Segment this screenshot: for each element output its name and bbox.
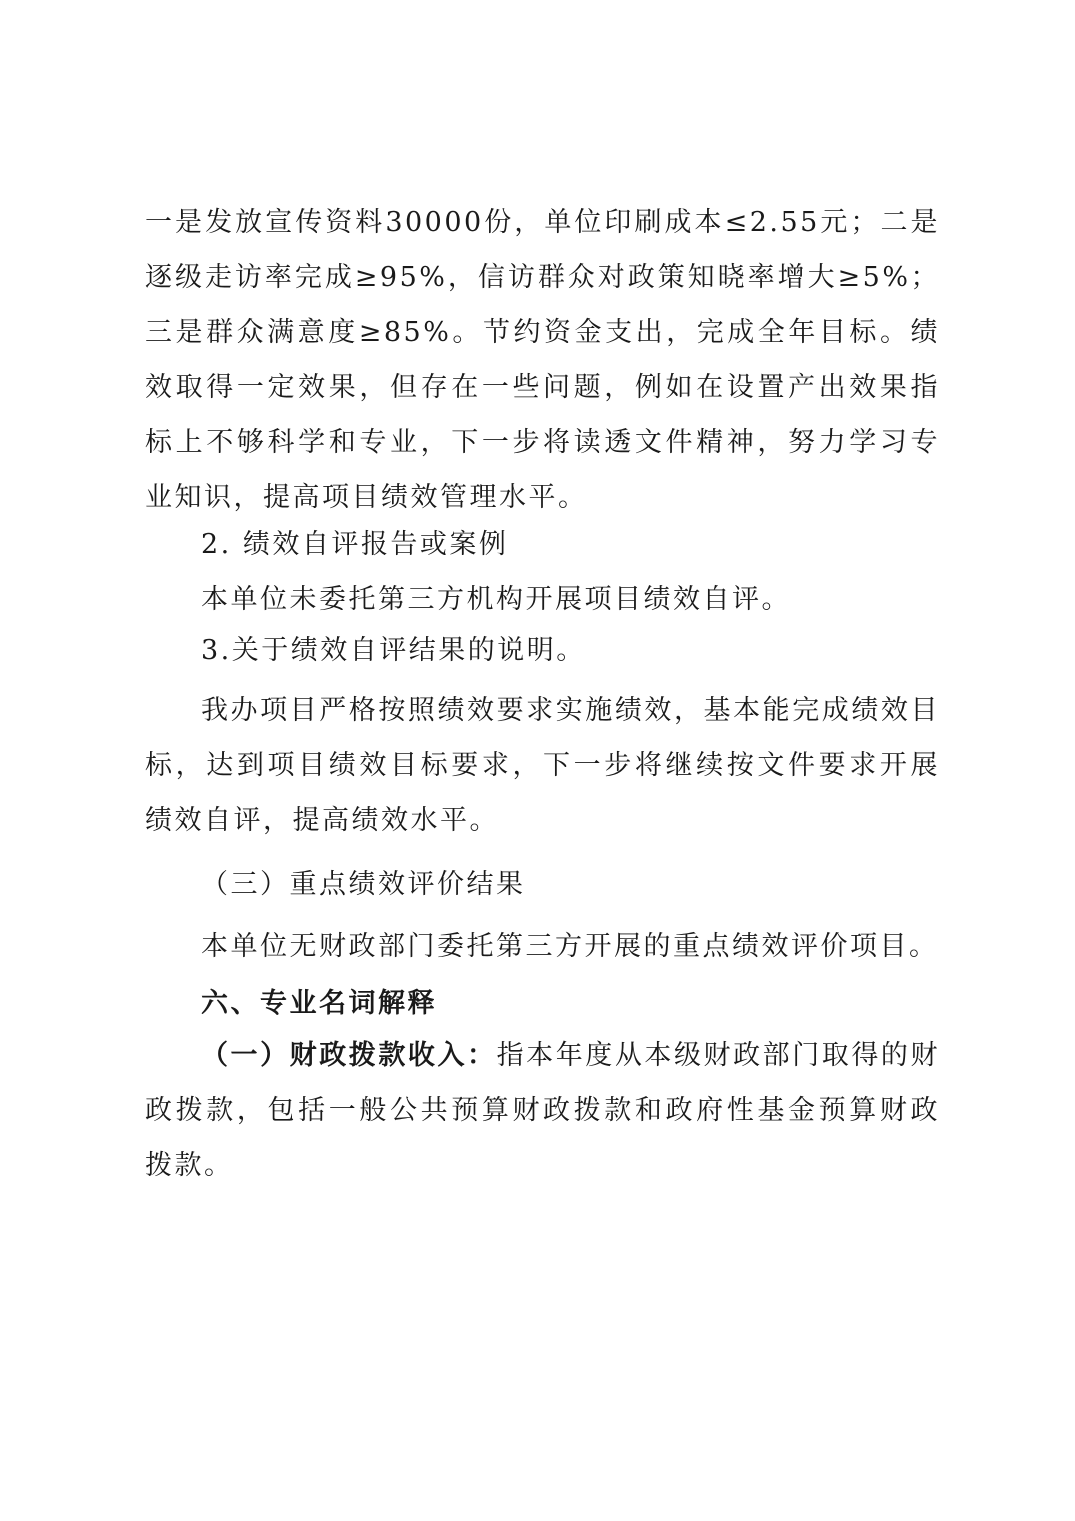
paragraph-no-key-evaluation: 本单位无财政部门委托第三方开展的重点绩效评价项目。 bbox=[201, 931, 939, 962]
paragraph-no-third-party: 本单位未委托第三方机构开展项目绩效自评。 bbox=[201, 584, 791, 615]
term-definition: 指本年度从本级财政部门取得的财政拨款，包括一般公共预算财政拨款和政府性基金预算财政拨款。 bbox=[145, 1040, 940, 1181]
heading-self-evaluation-report: 2. 绩效自评报告或案例 bbox=[201, 529, 509, 560]
heading-terminology: 六、专业名词解释 bbox=[201, 988, 437, 1019]
paragraph-term-fiscal-appropriation bbox=[145, 1028, 940, 1193]
paragraph-evaluation-explanation: 我办项目严格按照绩效要求实施绩效，基本能完成绩效目标，达到项目绩效目标要求，下一步将继续按文件要求开展绩效自评，提高绩效水平。 bbox=[145, 695, 940, 836]
heading-key-performance-evaluation: （三）重点绩效评价结果 bbox=[201, 869, 526, 900]
term-label: （一）财政拨款收入： bbox=[201, 1040, 497, 1071]
heading-self-evaluation-explanation: 3.关于绩效自评结果的说明。 bbox=[201, 635, 586, 666]
paragraph-performance-results: 一是发放宣传资料30000份，单位印刷成本≤2.55元；二是逐级走访率完成≥95%，信访群众对政策知晓率增大≥5%；三是群众满意度≥85%。节约资金支出，完成全年目标。绩效取得一定效果，但存在一些问题，例如在设置产出效果指标上不够科学和专业，下一步将读透文件精神，努力学习专业知识，提高项目绩效管理水平。 bbox=[145, 207, 940, 513]
